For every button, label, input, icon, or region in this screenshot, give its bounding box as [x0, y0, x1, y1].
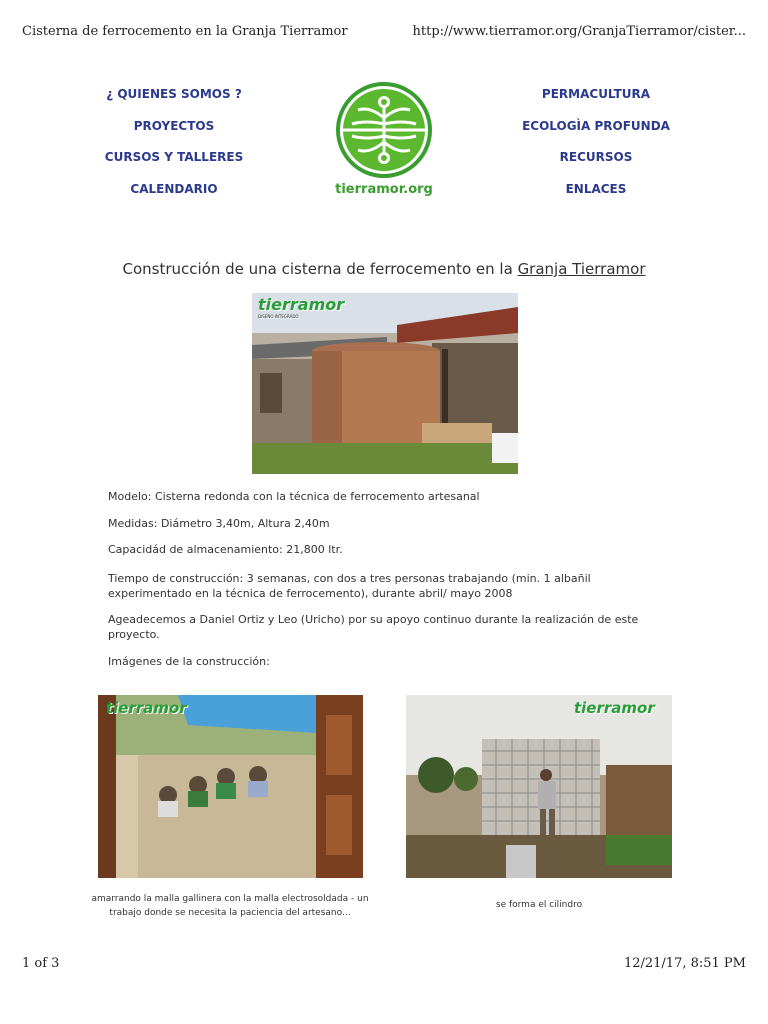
text-medidas: Medidas: Diámetro 3,40m, Altura 2,40m: [108, 517, 330, 530]
cistern-photo-image: [252, 293, 518, 474]
tierramor-watermark: tierramor: [574, 699, 655, 717]
cistern-photo: [252, 293, 518, 474]
print-date: 12/21/17, 8:51 PM: [623, 956, 746, 971]
nav-right: [496, 86, 696, 212]
watermark-subtitle: DISEÑO INTEGRADO: [258, 314, 299, 319]
print-footer: [22, 956, 746, 971]
site-logo[interactable]: [326, 80, 442, 204]
text-agradecimiento: Ageadecemos a Daniel Ortiz y Leo (Uricho) por su apoyo continuo durante la realización de este proyecto.: [108, 613, 639, 641]
nav-enlaces[interactable]: ENLACES: [565, 181, 627, 196]
tierramor-watermark: tierramor DISEÑO INTEGRADO: [258, 295, 345, 319]
page-title-text: Construcción de una cisterna de ferrocemento en la: [122, 260, 518, 278]
nav-recursos[interactable]: RECURSOS: [559, 150, 633, 164]
nav-proyectos[interactable]: PROYECTOS: [133, 118, 215, 133]
text-tiempo: Tiempo de construcción: 3 semanas, con dos a tres personas trabajando (min. 1 albañil experimentado en la técnica de ferrocemento), durante abril/ mayo 2008: [108, 572, 591, 600]
text-modelo: Modelo: Cisterna redonda con la técnica de ferrocemento artesanal: [108, 490, 480, 503]
page-title: [0, 260, 768, 278]
page-number: 1 of 3: [22, 956, 60, 971]
print-header: [22, 24, 746, 39]
gallery-photo-mesh: [98, 695, 363, 878]
nav-cursos-talleres[interactable]: CURSOS Y TALLERES: [104, 150, 244, 164]
logo-text: tierramor.org: [335, 182, 433, 197]
gallery-photo-cylinder-image: [406, 695, 672, 878]
nav-calendario[interactable]: CALENDARIO: [130, 181, 218, 196]
caption-mesh: amarrando la malla gallinera con la malla electrosoldada - un trabajo donde se necesita la paciencia del artesano...: [91, 894, 369, 918]
nav-left: [74, 86, 274, 212]
caption-cylinder: se forma el cilindro: [495, 900, 583, 910]
tierramor-watermark: tierramor: [106, 699, 187, 717]
nav-permacultura[interactable]: PERMACULTURA: [541, 87, 651, 101]
tree-of-life-logo-icon: [334, 80, 434, 180]
text-capacidad: Capacidád de almacenamiento: 21,800 ltr.: [108, 543, 343, 556]
nav-ecologia-profunda[interactable]: ECOLOGÌA PROFUNDA: [522, 118, 670, 133]
gallery-photo-cylinder: [406, 695, 672, 878]
print-url[interactable]: http://www.tierramor.org/GranjaTierramor/cister...: [412, 24, 746, 39]
granja-tierramor-link[interactable]: Granja Tierramor: [517, 260, 646, 278]
nav-quienes-somos[interactable]: ¿ QUIENES SOMOS ?: [106, 87, 242, 101]
print-page-title: Cisterna de ferrocemento en la Granja Tierramor: [22, 24, 348, 39]
gallery-photo-mesh-image: [98, 695, 363, 878]
text-imagenes: Imágenes de la construcción:: [108, 655, 270, 668]
